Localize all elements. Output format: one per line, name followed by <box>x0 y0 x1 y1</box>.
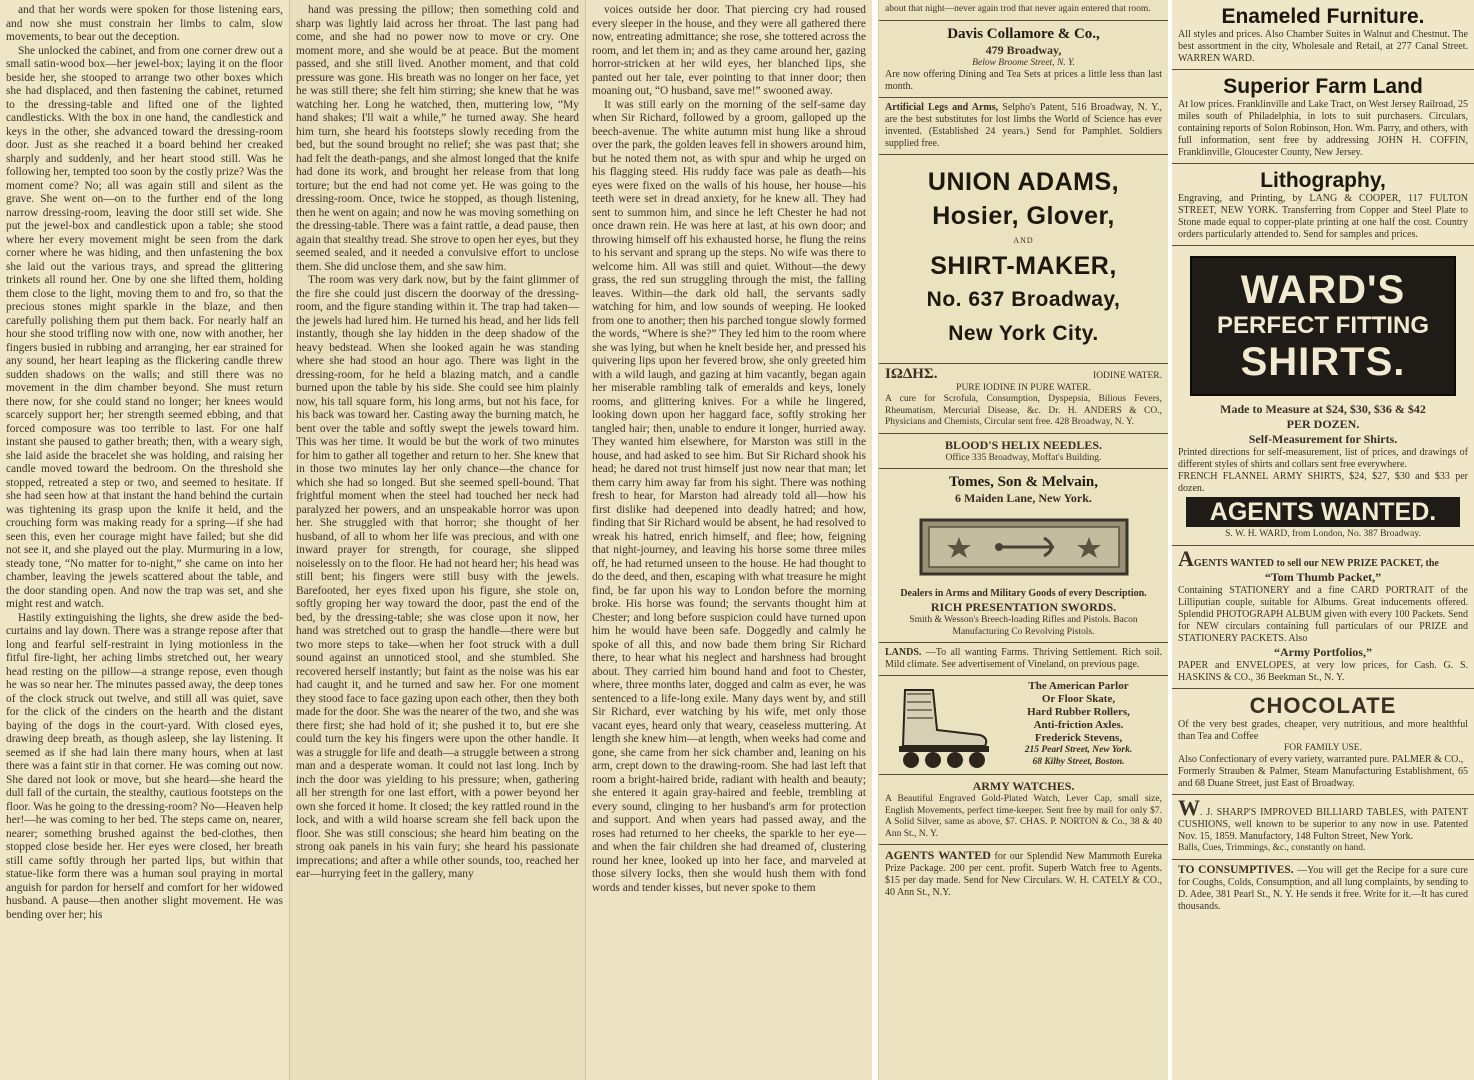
ad-body: Containing STATIONERY and a fine CARD PORTRAIT of the Lilliputian couple, suitable for Albums. Great inducements offered. Splendid PHOTOGRAPH ALBUM given with every 100 Packets. Send for NEW circulars containing full particulars of our PRIZE and STATIONERY PACKETS. Also <box>1178 584 1468 644</box>
ad-subhead: RICH PRESENTATION SWORDS. <box>930 600 1117 614</box>
shoulder-strap-insignia-icon <box>919 512 1129 582</box>
ad-title: LANDS. <box>885 647 922 658</box>
drop-cap: W <box>1178 795 1200 820</box>
ad-body: —To all wanting Farms. Thriving Settlement. Rich soil. Mild climate. See advertisement of Vineland, on previous page. <box>885 647 1163 670</box>
ad-body: Selpho's Patent, 516 Broadway, N. Y., are the best substitutes for lost limbs the World of Science has ever invented. (Established 24 years.) Send for Pamphlet. Soldiers supplied free. <box>885 102 1163 149</box>
ad-address: 68 Kilby Street, Boston. <box>1032 756 1125 767</box>
story-paragraph: Hastily extinguishing the lights, she drew aside the bed-curtains and lay down. There was a strange repose after that long and fearful self-restraint in lying motionless in the fitful fire-light, her aching limbs stretched out, her weary head resting on the pillow—a strange repose, even though he was so near her. The minutes passed away, the deep tones of the clock struck out twelve, and still all was quiet, save for the click of the cinders on the hearth and the distant baying of the dogs in the court-yard. With closed eyes, drawing deep breath, as though asleep, she lay listening. It seemed as if she had lain there many hours, when at last there was a faint stir in that corner. He was coming out now. She dared not look or move, but she heard—she heard the dull fall of the curtain, the stealthy, cautious footsteps on the floor. Was he going to the dressing-room? No—Heaven help her!—he was coming to her bed. The steps came on, nearer, nearer; something brushed against the bed-clothes, then stopped close beside her. Her eyes were closed, her breath still came softly through her parted lips, but within that statue-like form there was a human soul praying in mortal anguish for pardon for herself and comfort for her widowed husband. A pause—then another slight movement. He was bending over her; his <box>6 611 283 921</box>
ad-tomes-son-melvain <box>879 469 1168 643</box>
ad-footer: S. W. H. WARD, from London, No. 387 Broadway. <box>1225 529 1421 539</box>
ad-body: Formerly Strauben & Palmer, Steam Manufacturing Establishment, 65 and 68 Duane Street, just East of Broadway. <box>1178 766 1468 789</box>
ad-conjunction: AND <box>1013 236 1034 245</box>
ad-title: TO CONSUMPTIVES. <box>1178 863 1294 876</box>
ad-body: Of the very best grades, cheaper, very nutritious, and more healthful than Tea and Coffee <box>1178 718 1468 742</box>
ad-helix-needles <box>879 434 1168 470</box>
ad-address: 479 Broadway, <box>985 42 1062 57</box>
ad-enameled-furniture <box>1172 0 1474 70</box>
ad-small-print: Smith & Wesson's Breech-loading Rifles and Pistols. Bacon Manufacturing Co Revolving Pistols. <box>909 615 1138 637</box>
ad-subhead: Self-Measurement for Shirts. <box>1248 432 1398 446</box>
story-column-1 <box>0 0 290 1080</box>
story-paragraph: hand was pressing the pillow; then something cold and sharp was lightly laid across her throat. The last pang had come, and she had no power now to move or cry. One moment more, and she would be at peace. But the moment passed, and she still lived. Another moment, and that cold pressure was gone. His breath was no longer on her face, yet he was still there; she felt him stirring; she knew that he was watching her. Long he watched, then, muttering low, “My hand shakes; I'll wait a while,” he turned away. She heard him turn, she heard his footsteps slowly receding from the bed, but the sound brought no relief; she was past that; she had felt the death-pangs, and she almost longed that the knife had done its work, and brought her release from that long torture; but the end had not come yet. He was going to the dressing-room. Once, twice he stopped, as though listening, then he went on again; and now he was moving something on the dressing-table. There was a faint rattle, a dead pause, then again that stealthy tread. She strove to open her eyes, but they seemed sealed, and it needed a convulsive effort to unclose them. She did unclose them, and she saw him. <box>296 4 579 273</box>
ad-title: The American Parlor <box>1028 680 1129 692</box>
ad-company: Frederick Stevens, <box>1034 732 1123 744</box>
ad-body: Engraving, and Printing, by LANG & COOPER, 117 FULTON STREET, NEW YORK. Transferring from Copper and Steel Plate to Stone made equal to copper-plate printing at one half the cost. Country orders particularly attended to. Send for samples and prices. <box>1178 193 1468 240</box>
ad-body: Dealers in Arms and Military Goods of every Description. <box>900 588 1147 599</box>
ad-price-line: Made to Measure at $24, $30, $36 & $42 <box>1220 402 1426 416</box>
ad-title: Enameled Furniture. <box>1221 5 1425 28</box>
drop-cap: A <box>1178 545 1194 571</box>
story-paragraph: She unlocked the cabinet, and from one corner drew out a small satin-wood box—her jewel-box; laying it on the floor beside her, she stooped to arrange two other boxes which she had displaced, and then fastening the cabinet, returned to the dressing-table and lifted one of the lighted candlesticks. With the box in one hand, the candlestick and keys in the other, she advanced toward the dressing-room door. Just as she reached it a board behind her creaked sharply and suddenly, and her heart stood still. Was he following her, tempted too soon by the costly prize? Was the moment come? No; all was again still and silent as the grave. She went on—on to the further end of the long narrow dressing-room, leaving the door still set wide. She put the jewel-box and candlestick upon a table; she stood where her every movement might be seen from the dark corner where he was hiding, and then unfastening the box she laid out the various trays, and spread the glittering trinkets all round her. One by one she lifted them, holding them close to the light, moving them to and fro, so that the precious stones might sparkle in the blaze, and then carefully polishing them put them back. For nearly half an hour she stood trifling now with one, now with another, her fingers busied in rubbing and arranging, her ear strained for any sound, her heart leaping as the flickering candle threw sudden shadows on the walls; and still there was no movement in the dim chamber beyond. She must return there now, for she could stand no longer; her knees would scarcely support her; her strength seemed ebbing, and that forced composure was too terrible to last. For one half instant she paused to gather breath; then, with a weary sigh, she laid aside the bracelet she was holding, and raising her candle moved toward the bedroom. On the threshold she stopped, retreated a step or two, and seemed to hesitate. If she had seen how at that instant the hand behind the curtain was tightening its grasp upon the knife it held, and the crouching form was making ready for a spring—if she had seen this, even her courage might have failed; but she did not see it, and she played out the play. Murmuring in a low, steady tone, “No matter for to-night,” she came on into her chamber, leaving the jewels scattered about the table, and the door standing open. And now the trap was set, and she might rest and watch. <box>6 44 283 610</box>
ad-headline: Hosier, Glover, <box>932 202 1115 230</box>
ad-product-name: “Tom Thumb Packet,” <box>1264 569 1382 584</box>
ad-billiard-tables <box>1172 795 1474 860</box>
ad-body: —You will get the Recipe for a sure cure for Coughs, Colds, Consumption, and all lung complaints, by sending to D. Adee, 381 Pearl St., N. Y. He sends it free. Write for it.—It has cured thousands. <box>1178 864 1468 912</box>
ad-body: . J. SHARP'S IMPROVED BILLIARD TABLES, with PATENT CUSHIONS, well known to be superior to any now in use. Patented Nov. 15, 1859. Manufactory, 148 Fulton Street, New York. <box>1178 807 1468 842</box>
ad-union-adams <box>879 155 1168 364</box>
ad-address: 215 Pearl Street, New York. <box>1024 745 1133 755</box>
ad-footer: PAPER and ENVELOPES, at very low prices, for Cash. G. S. HASKINS & CO., 36 Beekman St., N. Y. <box>1178 659 1468 683</box>
story-paragraph: voices outside her door. That piercing cry had roused every sleeper in the house, and they were all gathered there now, entreating admittance; she rose, she tottered across the room, and let them in; and as they came around her, gazing horror-stricken at her wild eyes, her blanched lips, she panted out her tale, ever pointing to that inner door; then moaning out, “O husband, save me!” swooned away. <box>592 4 866 97</box>
ad-headline: UNION ADAMS, <box>927 168 1120 196</box>
ad-city: New York City. <box>948 322 1099 345</box>
ad-title: ARMY WATCHES. <box>972 779 1075 793</box>
ad-greek-title: ΙΩΔΗΣ. <box>885 366 938 382</box>
ad-title: CHOCOLATE <box>1249 692 1397 718</box>
ad-body: FRENCH FLANNEL ARMY SHIRTS, $24, $27, $30 and $33 per dozen. <box>1178 471 1468 494</box>
story-paragraph: It was still early on the morning of the self-same day when Sir Richard, followed by a groom, galloped up the beech-avenue. The white autumn mist hung like a shroud over the park, the golden leaves fell in showers around him, but he noted them not, as with spur and whip he urged on his flagging steed. His ruddy face was pale as death—his eyes were fixed on the walls of his house, her house—his teeth were set in dread anxiety, for he knew all. They had sent to summon him, and since he left Chester he had not once drawn rein. He was here at last, at his own door; and throwing himself off his exhausted horse, he flung the reins to his servant and sprang up the steps. No wife was there to welcome him. All was still and quiet. Without—the dewy grass, the red sun struggling through the mist, the falling leaves. Within—the dark old hall, the servants sadly watching for him, and low sounds of weeping. He looked from one to another; then his parched tongue slowly formed the words, “Where is she?” They led him to the room where she was lying, but when he knelt beside her, and pressed his quivering lips upon her fevered brow, she only greeted him with a wild laugh, and gazing at him vacantly, began again her miserable rambling talk of emeralds and keys, lonely rooms, and glittering knives. For a while he lingered, looking down upon her haggard face, softly stroking her tangled hair; then, unable to endure it longer, hurried away. They wanted him elsewhere, for Marston was still in the house, and had asked to see him. But Sir Richard shook his head; he dared not trust himself just now near that man; let them carry him away far from his sight. There was nothing fresh to hear, for Marston had already told all—how his first dislike had deepened into deadly hatred; and how, finding that Sir Richard would be absent, he had resolved to wreak his hatred, enrich himself, and flee; how, feigning that night-journey, and leaving his horse some three miles off, he had returned unseen to the house. He had thought to do the deed, and then, escaping with what treasure he might find, be far upon his way to London before the morning broke. His horse was found; the servants thought him at Chester; and long before suspicion could have turned upon him he would have been safe. Doggedly and calmly he spoke of all this, and now bade them bring Sir Richard there, to hear what his neglect and harshness had brought about. They carried him bound hand and foot to Chester, where, three months later, dogged and calm as ever, he was sentenced to a life-long exile. Many days went by, and still Sir Richard, ever watching by his wife, met only those vacant eyes, heard only that weary, ceaseless muttering. At length she knew him—at length, when weeks had come and gone, she came from her sick chamber and, leaning on his arm, crept down to the drawing-room. She had last left that room a bright-haired bride, radiant with health and beauty; she entered it again gray-haired and feeble, trembling at every sound, clinging to her husband's arm for protection and support. And when years had passed away, and the roses had returned to her cheeks, the sparkle to her eye—and when the fair children she had dreamed of, clustering round her knee, looked up into her face, and marveled at those silvery locks, then she would hush them with fond words and tender kisses, but never spoke to them <box>592 98 866 894</box>
ad-body: for our Splendid New Mammoth Eureka Prize Package. 200 per cent. profit. Superb Watch free to Agents. $15 per day made. Send for New Circulars. W. H. CATELY & CO., 40 Ann St., N.Y. <box>885 851 1162 898</box>
ad-title: Or Floor Skate, <box>1041 693 1116 705</box>
ad-title: Artificial Legs and Arms, <box>885 102 999 113</box>
ad-agents-cately <box>879 845 1168 903</box>
ad-title: Tomes, Son & Melvain, <box>948 474 1099 490</box>
ad-body: Office 335 Broadway, Moffat's Building. <box>945 452 1102 463</box>
advertisement-column-2 <box>1172 0 1474 1080</box>
ad-footer: Balls, Cues, Trimmings, &c., constantly on hand. <box>1178 843 1366 853</box>
ad-address-detail: Below Broome Street, N. Y. <box>972 57 1075 68</box>
ad-title: Lithography, <box>1260 169 1386 192</box>
ad-body: All styles and prices. Also Chamber Suites in Walnut and Chestnut. The best assortment in the city, Wholesale and Retail, at 277 Canal Street. WARREN WARD. <box>1178 29 1468 64</box>
ad-feature: Anti-friction Axles. <box>1033 719 1124 731</box>
ad-address: 6 Maiden Lane, New York. <box>955 491 1092 505</box>
ad-feature: Hard Rubber Rollers, <box>1027 706 1130 718</box>
ad-price-unit: PER DOZEN. <box>1286 417 1360 431</box>
ad-army-watches <box>879 775 1168 845</box>
ad-product-name: “Army Portfolios,” <box>1274 644 1372 659</box>
ad-headline: PURE IODINE IN PURE WATER. <box>956 382 1091 393</box>
ad-subhead: FOR FAMILY USE. <box>1284 742 1362 753</box>
ad-parlor-skate <box>879 676 1168 775</box>
ad-headline: SHIRTS. <box>1240 340 1406 384</box>
ad-davis-collamore <box>879 21 1168 99</box>
ad-title: Davis Collamore & Co., <box>947 25 1100 42</box>
ad-title: AGENTS WANTED <box>885 848 991 862</box>
ad-body: A cure for Scrofula, Consumption, Dyspepsia, Bilious Fevers, Rheumatism, Mercurial Disease, &c. Dr. H. ANDERS & CO., Physicians and Chemists, Circular sent free. 428 Broadway, N. Y. <box>885 394 1162 427</box>
ad-tom-thumb-packet <box>1172 546 1474 689</box>
ad-iodine-water <box>879 364 1168 434</box>
ad-headline: WARD'S <box>1240 268 1406 312</box>
story-ending-fragment: about that night—never again trod that never again entered that room. <box>879 0 1168 21</box>
ad-chocolate <box>1172 689 1474 796</box>
ad-body: Are now offering Dining and Tea Sets at prices a little less than last month. <box>885 69 1162 92</box>
ad-address: No. 637 Broadway, <box>926 288 1121 311</box>
agents-wanted-banner: AGENTS WANTED. <box>1186 497 1460 527</box>
ad-headline: SHIRT-MAKER, <box>930 252 1117 280</box>
ad-title: GENTS WANTED to sell our NEW PRIZE PACKET, the <box>1193 557 1439 569</box>
ad-headline: PERFECT FITTING <box>1217 312 1429 339</box>
story-column-2 <box>290 0 586 1080</box>
ad-artificial-limbs <box>879 98 1168 155</box>
ad-tag: IODINE WATER. <box>1093 371 1162 381</box>
ad-body: Printed directions for self-measurement, list of prices, and drawings of different styles of shirts and collars sent free everywhere. <box>1178 447 1468 470</box>
story-column-3 <box>586 0 872 1080</box>
roller-skate-icon <box>885 680 995 770</box>
advertisement-column-1 <box>878 0 1168 1080</box>
story-paragraph: and that her words were spoken for those listening ears, and now she must constrain her limbs to calm, slow movements, to bear out the deception. <box>6 4 283 43</box>
wards-banner <box>1190 256 1456 396</box>
ad-consumptives <box>1172 860 1474 917</box>
ad-lithography <box>1172 164 1474 246</box>
ad-body: At low prices. Franklinville and Lake Tract, on West Jersey Railroad, 25 miles south of Philadelphia, in lots to suit purchasers. Circulars, containing reports of Solon Robinson, Hon. Wm. Parry, and others, with full information, sent free by addressing JOHN H. COFFIN, Franklinville, Gloucester County, New Jersey. <box>1178 99 1468 158</box>
story-paragraph: The room was very dark now, but by the faint glimmer of the fire she could just discern the doorway of the dressing-room, and the figure standing within it. The trap had taken—the jewels had lured him. He turned his head, and her lids fell instantly, though she lay hidden in the deep shadow of the heavy bedstead. When she looked again he was standing where she had stood an hour ago. There was light in the dressing-room, for he held a blazing match, and a candle burned upon the table by his side. She could see him plainly now, his tall square form, his long arms, but not his face, for his back was toward her. Casting away the burning match, he bent over the table and softly swept the jewels toward him. This was her time. It would be but the work of two minutes for him to gather all together and return to her. She knew that in those two minutes lay her only chance—the chance for which she had so longed. But she seemed spell-bound. That frightful moment when the steel had touched her neck had paralyzed her powers, and an unspeakable horror was upon her. She struggled with that horror; she thought of her husband, of all to whom her life was precious, and with one inward prayer for strength, for courage, she slipped noiselessly on to the floor. He had not heard her; his head was still bent; his fingers were still busy with the jewels. Barefooted, her eyes fixed upon his figure, she stole on, softly groping her way toward the door, past the end of the bed, by the dressing-table; she was close upon it now, her hand was stretched out to grasp the handle—there were but two more steps to take—when her foot struck with a dull sound against an unnoticed stool, and she stumbled. She recovered herself instantly; but faint as the noise was his ear had caught it, and he turned and saw her. For one moment they stood face to face gazing upon each other, then they both made for the door. She was the nearer of the two, and she was there first; she had hold of it; she pushed it to, but ere she could turn the key his fingers were upon the other handle. It was a struggle for life and death—a struggle between a strong man and a desperate woman. It could not last long. Inch by inch the door was yielding to his pressure; when, gathering all her strength for one last effort, with a power beyond her own she forced it home. It closed; the key rattled round in the lock, and with a wild hoarse scream she fell back upon the floor. She was still conscious; she heard him beating on the strong oak panels in his vain fury; she heard his passionate imprecations; and after a while other sounds, too, reached her ear—hurrying feet in the gallery, many <box>296 274 579 880</box>
ad-title: Superior Farm Land <box>1223 75 1423 98</box>
ad-farm-land <box>1172 70 1474 164</box>
ad-wards-shirts <box>1172 246 1474 546</box>
ad-body: Also Confectionary of every variety, warranted pure. PALMER & CO., <box>1178 754 1464 765</box>
ad-title: BLOOD'S HELIX NEEDLES. <box>944 437 1103 452</box>
ad-body: A Beautiful Engraved Gold-Plated Watch, Lever Cap, small size, English Movements, perfect time-keeper. Sent free by mail for only $7. A Solid Silver, same as above, $7. CHAS. P. NORTON & Co., 38 & 40 Ann St., N. Y. <box>885 794 1162 839</box>
ad-lands <box>879 643 1168 676</box>
